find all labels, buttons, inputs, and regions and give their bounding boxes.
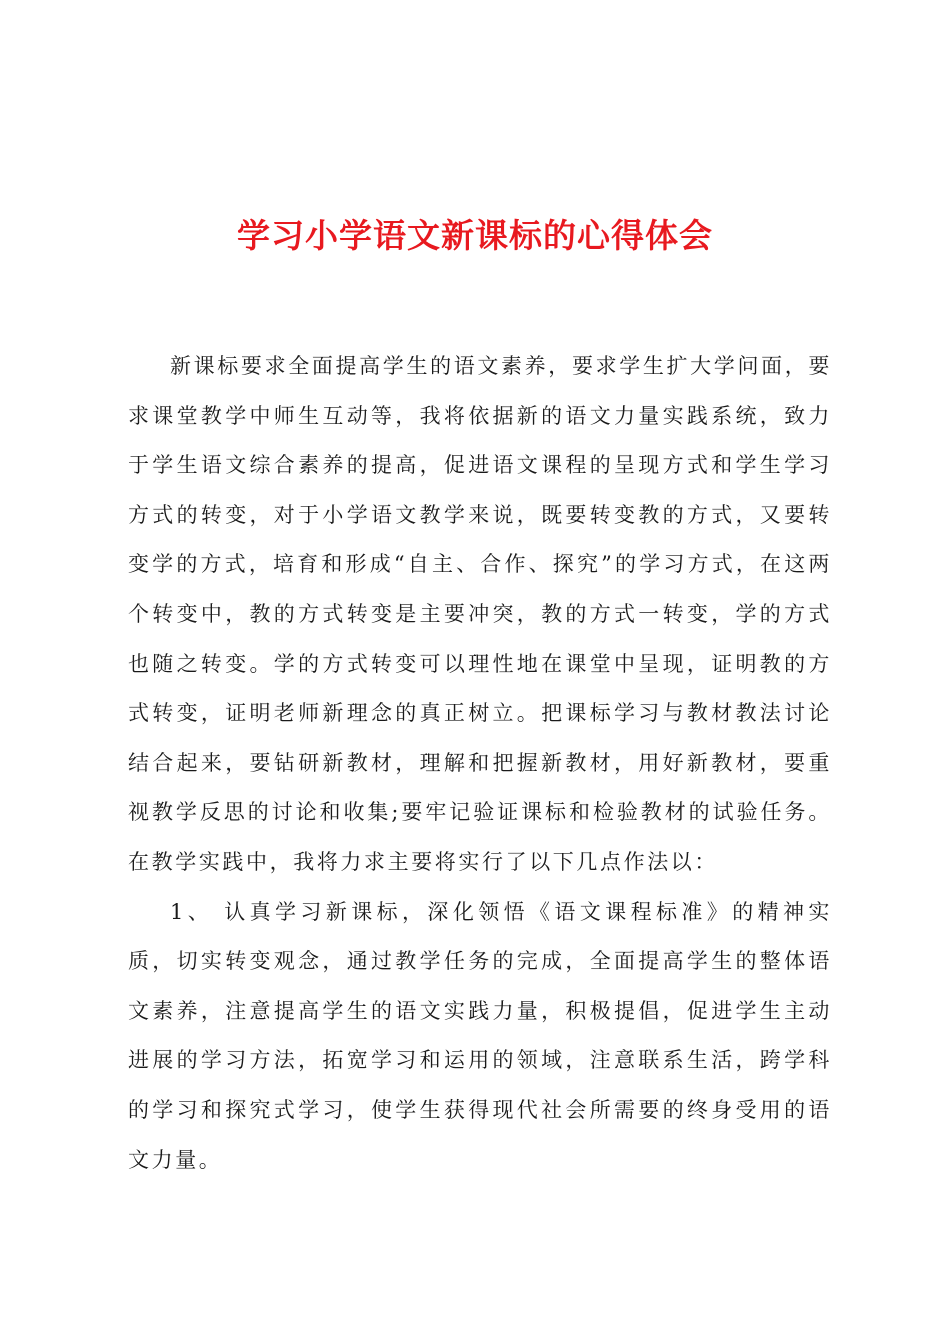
paragraph-intro: 新课标要求全面提高学生的语文素养，要求学生扩大学问面，要求课堂教学中师生互动等，我将依据新的语文力量实践系统，致力于学生语文综合素养的提高，促进语文课程的呈现方式和学生学习方式的转变，对于小学语文教学来说，既要转变教的方式，又要转变学的方式，培育和形成“自主、合作、探究”的学习方式，在这两个转变中，教的方式转变是主要冲突，教的方式一转变，学的方式也随之转变。学的方式转变可以理性地在课堂中呈现，证明教的方式转变，证明老师新理念的真正树立。把课标学习与教材教法讨论结合起来，要钻研新教材，理解和把握新教材，用好新教材，要重视教学反思的讨论和收集;要牢记验证课标和检验教材的试验任务。在教学实践中，我将力求主要将实行了以下几点作法以： [128,354,832,874]
document-title: 学习小学语文新课标的心得体会 [237,216,713,255]
document-body [128,342,832,1185]
paragraph-point-1: 1、 认真学习新课标，深化领悟《语文课程标准》的精神实质，切实转变观念，通过教学任务的完成，全面提高学生的整体语文素养，注意提高学生的语文实践力量，积极提倡，促进学生主动进展的学习方法，拓宽学习和运用的领域，注意联系生活，跨学科的学习和探究式学习，使学生获得现代社会所需要的终身受用的语文力量。 [128,899,832,1172]
